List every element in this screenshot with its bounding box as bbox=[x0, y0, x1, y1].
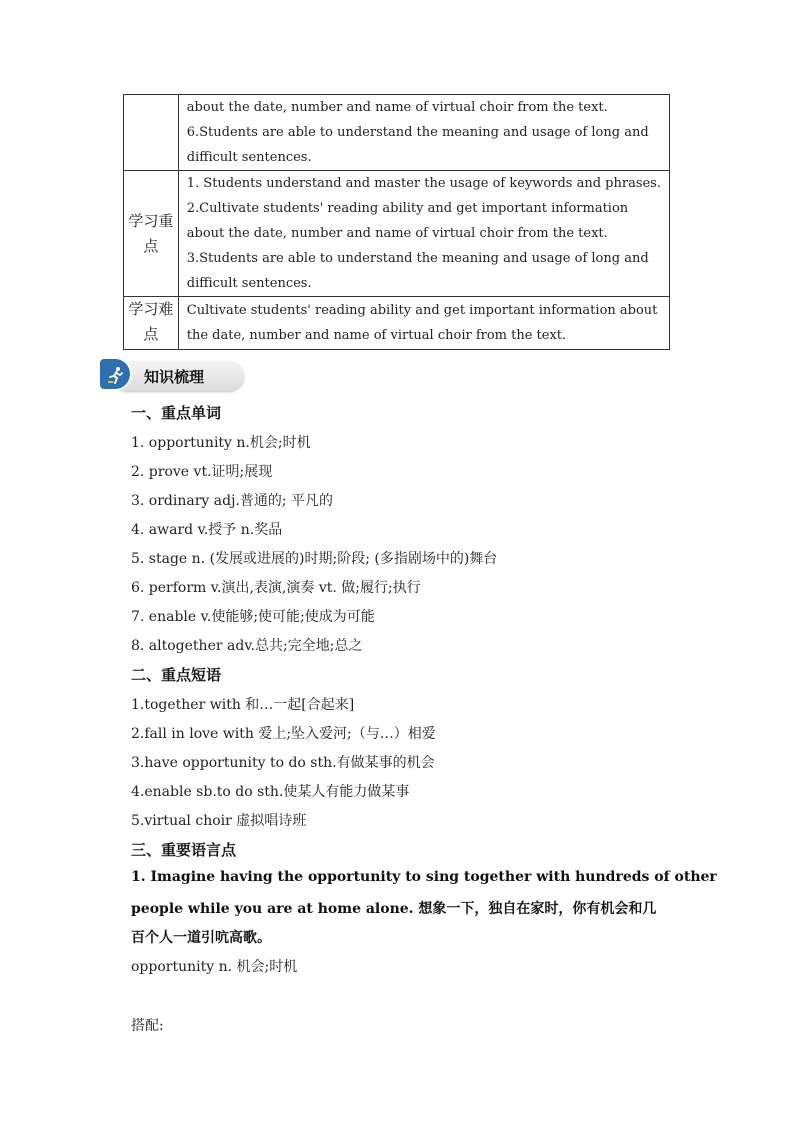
vocab-item: 6. perform v.演出,表演,演奏 vt. 做;履行;执行 bbox=[131, 580, 421, 596]
row-line: about the date, number and name of virtual choir from the text. bbox=[186, 226, 608, 241]
phrase-item: 2.fall in love with 爱上;坠入爱河;（与…）相爱 bbox=[131, 726, 436, 742]
table-row bbox=[124, 95, 670, 171]
vocab-item: 8. altogether adv.总共;完全地;总之 bbox=[131, 638, 363, 654]
vocab-item: 4. award v.授予 n.奖品 bbox=[131, 522, 283, 538]
vocab-item: 1. opportunity n.机会;时机 bbox=[131, 435, 311, 451]
section-tag bbox=[98, 357, 248, 393]
row-line: difficult sentences. bbox=[186, 276, 312, 291]
runner-icon bbox=[106, 365, 126, 385]
section-tag-label: 知识梳理 bbox=[144, 368, 205, 386]
vocab-item: 2. prove vt.证明;展现 bbox=[131, 464, 273, 480]
row-label-key-points: 学习重点 bbox=[124, 171, 179, 297]
row-line: 3.Students are able to understand the meaning and usage of long and bbox=[186, 251, 649, 266]
example-sentence-line: people while you are at home alone. 想象一下，独自在家时，你有机会和几 bbox=[131, 901, 657, 917]
vocab-item: 7. enable v.使能够;使可能;使成为可能 bbox=[131, 609, 375, 625]
phrase-item: 1.together with 和…一起[合起来] bbox=[131, 697, 355, 713]
table-row bbox=[124, 297, 670, 350]
collocation-label: 搭配: bbox=[131, 1018, 164, 1034]
vocab-item: 5. stage n. (发展或进展的)时期;阶段; (多指剧场中的)舞台 bbox=[131, 551, 498, 567]
learning-goals-table bbox=[123, 94, 670, 350]
phrase-item: 5.virtual choir 虚拟唱诗班 bbox=[131, 813, 307, 829]
row-line: 6.Students are able to understand the meaning and usage of long and bbox=[186, 125, 649, 140]
vocab-item: 3. ordinary adj.普通的; 平凡的 bbox=[131, 493, 334, 509]
language-points-heading: 三、重要语言点 bbox=[131, 841, 237, 859]
phrase-item: 4.enable sb.to do sth.使某人有能力做某事 bbox=[131, 784, 410, 800]
section-tag-badge bbox=[98, 357, 132, 391]
example-sentence-line: 百个人一道引吭高歌。 bbox=[131, 930, 271, 946]
row-label bbox=[124, 95, 179, 171]
vocab-heading: 一、重点单词 bbox=[131, 404, 222, 422]
row-content bbox=[178, 95, 669, 171]
definition-line: opportunity n. 机会;时机 bbox=[131, 959, 298, 975]
row-line: 2.Cultivate students' reading ability and get important information bbox=[186, 201, 629, 216]
phrases-heading: 二、重点短语 bbox=[131, 666, 222, 684]
row-content bbox=[178, 171, 669, 297]
row-line: about the date, number and name of virtual choir from the text. bbox=[186, 100, 608, 115]
table-row bbox=[124, 171, 670, 297]
row-line: the date, number and name of virtual choir from the text. bbox=[186, 328, 567, 343]
phrase-item: 3.have opportunity to do sth.有做某事的机会 bbox=[131, 755, 435, 771]
row-line: difficult sentences. bbox=[186, 150, 312, 165]
row-line: Cultivate students' reading ability and get important information about bbox=[186, 303, 658, 318]
example-sentence-line: 1. Imagine having the opportunity to sing together with hundreds of other bbox=[131, 869, 717, 885]
row-content bbox=[178, 297, 669, 350]
row-line: 1. Students understand and master the usage of keywords and phrases. bbox=[186, 176, 661, 191]
row-label-difficulties: 学习难点 bbox=[124, 297, 179, 350]
